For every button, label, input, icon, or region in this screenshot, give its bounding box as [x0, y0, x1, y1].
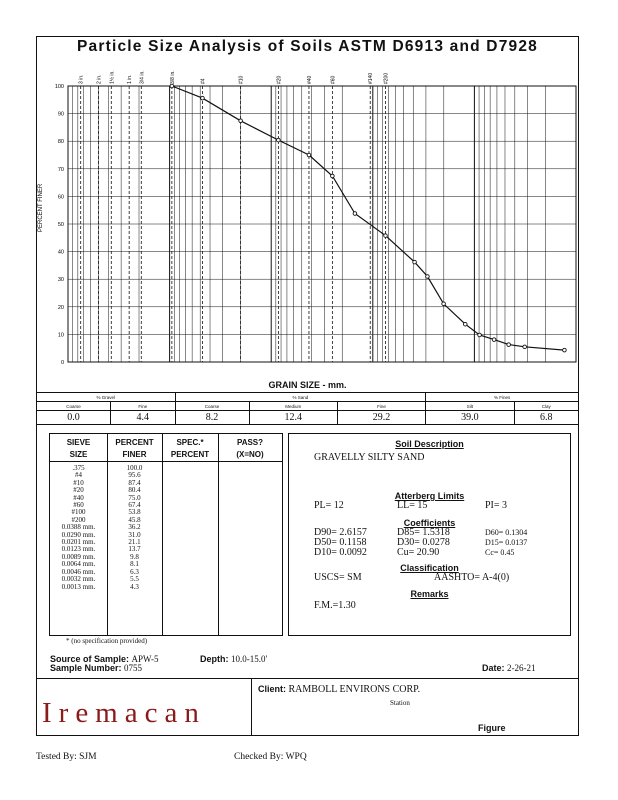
data-point [507, 343, 511, 347]
soil-description-title: Soil Description [395, 439, 464, 449]
sample-date: Date: 2-26-21 [482, 663, 536, 673]
sieve-size-cell: #100 [71, 508, 86, 517]
y-tick-label: 70 [57, 166, 64, 173]
sand-coarse-value: 8.2 [175, 411, 249, 425]
figure-label: Figure [478, 723, 506, 733]
percent-finer-cell: 100.0 [126, 464, 143, 472]
data-point [277, 138, 281, 142]
data-point [413, 260, 417, 264]
data-point [426, 275, 430, 279]
silt-value: 39.0 [426, 411, 514, 425]
sieve-label: #60 [330, 75, 337, 84]
percent-finer-cell: 80.4 [128, 486, 141, 495]
sieve-label: #40 [306, 75, 313, 84]
percent-finer-cell: 4.3 [130, 582, 139, 591]
gravel-coarse-header: Coarse [37, 402, 111, 411]
y-tick-label: 30 [57, 277, 64, 284]
y-tick-label: 0 [60, 360, 64, 366]
atterberg-title: Atterberg Limits [394, 491, 465, 501]
d85-value: D85= 1.5318 [397, 527, 450, 538]
data-point [492, 338, 496, 342]
sieve-size-cell: #200 [71, 515, 86, 524]
sand-header: % Sand [175, 393, 426, 402]
sieve-size-cell: 0.0064 mm. [61, 560, 96, 569]
percent-finer-cell: 8.1 [130, 560, 139, 569]
grain-size-chart [36, 62, 579, 374]
sieve-label: 1 in. [127, 74, 134, 84]
percent-finer-column [107, 465, 162, 591]
percent-finer-cell: 87.4 [128, 478, 141, 487]
remarks-title: Remarks [410, 589, 449, 599]
aashto-class: AASHTO= A-4(0) [434, 572, 510, 583]
cu-value: Cu= 20.90 [397, 547, 440, 558]
clay-value: 6.8 [514, 411, 579, 425]
soil-description-panel [288, 433, 571, 636]
y-tick-label: 60 [57, 194, 64, 201]
data-point [239, 119, 243, 123]
y-tick-label: 40 [57, 249, 64, 256]
d15-value: D15= 0.0137 [485, 538, 528, 547]
spec-footnote: * (no specification provided) [66, 637, 148, 645]
d90-value: D90= 2.6157 [314, 527, 367, 538]
silt-header: Silt [426, 402, 514, 411]
sieve-label: #140 [368, 72, 375, 84]
tested-by: Tested By: SJM [36, 752, 97, 762]
y-tick-label: 80 [57, 139, 64, 146]
sieve-label: 1½ in. [109, 70, 116, 84]
sieve-size-cell: 0.0388 mm. [61, 523, 96, 532]
percent-finer-cell: 95.6 [128, 471, 141, 480]
y-tick-label: 10 [57, 332, 64, 339]
sieve-label: 3 in. [78, 74, 85, 84]
gravel-coarse-value: 0.0 [37, 411, 111, 425]
sample-depth: Depth: 10.0-15.0' [200, 654, 268, 664]
data-point [563, 348, 567, 352]
sieve-label: 2 in. [96, 74, 103, 84]
data-point [331, 174, 335, 178]
sieve-size-cell: 0.0123 mm. [61, 545, 96, 554]
sieve-label: #200 [383, 72, 390, 84]
data-point [307, 153, 311, 157]
spec-percent-header: SPEC.* PERCENT [170, 438, 210, 459]
sieve-size-cell: 0.0089 mm. [61, 552, 96, 561]
gravel-header: % Gravel [37, 393, 176, 402]
sample-number: Sample Number: 0755 [50, 663, 143, 673]
sieve-size-cell: 0.0013 mm. [61, 582, 96, 591]
pass-header: PASS? (X=NO) [236, 438, 264, 459]
station-label: Station [390, 699, 410, 707]
coefficients-title: Coefficients [403, 518, 456, 528]
gravel-fine-header: Fine [111, 402, 175, 411]
percent-finer-cell: 13.7 [128, 545, 141, 554]
report-title: Particle Size Analysis of Soils ASTM D6913 and D7928 [77, 38, 538, 55]
sieve-size-header: SIEVE SIZE [66, 438, 91, 459]
company-logo: Iremacan [42, 697, 206, 729]
sieve-size-cell: #40 [73, 493, 84, 502]
soil-description-text: GRAVELLY SILTY SAND [314, 452, 425, 463]
percent-finer-cell: 6.3 [130, 567, 139, 576]
percent-finer-cell: 75.0 [128, 493, 141, 502]
data-point [442, 302, 446, 306]
plasticity-index: PI= 3 [485, 500, 508, 511]
data-point [463, 322, 467, 326]
data-point [478, 333, 482, 337]
y-tick-label: 100 [54, 84, 64, 90]
percent-finer-header: PERCENT FINER [115, 438, 154, 459]
sieve-label: #10 [238, 75, 245, 84]
percent-finer-cell: 36.2 [128, 523, 141, 532]
d30-value: D30= 0.0278 [397, 537, 450, 548]
sand-coarse-header: Coarse [175, 402, 249, 411]
percent-finer-cell: 9.8 [130, 552, 139, 561]
sieve-table [49, 433, 283, 636]
sieve-size-column [50, 465, 107, 591]
sieve-size-cell: #20 [73, 486, 84, 495]
classification-title: Classification [400, 563, 459, 573]
y-tick-label: 90 [57, 111, 64, 118]
sieve-size-cell: .375 [72, 464, 85, 472]
sand-medium-header: Medium [249, 402, 337, 411]
grain-size-axis-label: GRAIN SIZE - mm. [268, 380, 347, 390]
sieve-size-cell: #60 [73, 501, 84, 510]
data-point [201, 96, 205, 100]
sand-medium-value: 12.4 [249, 411, 337, 425]
plastic-limit: PL= 12 [314, 500, 344, 511]
d50-value: D50= 0.1158 [314, 537, 367, 548]
percent-finer-cell: 5.5 [130, 575, 139, 584]
sieve-size-cell: 0.0046 mm. [61, 567, 96, 576]
y-tick-label: 50 [57, 222, 64, 228]
sieve-label: 3/8 in. [169, 70, 176, 84]
sieve-label: #20 [276, 75, 283, 84]
clay-header: Clay [514, 402, 579, 411]
sieve-size-cell: #10 [73, 478, 84, 487]
client-name: Client: RAMBOLL ENVIRONS CORP. [258, 684, 421, 695]
sieve-size-cell: #4 [75, 471, 82, 480]
sieve-size-cell: 0.0032 mm. [61, 575, 96, 584]
checked-by: Checked By: WPQ [234, 752, 307, 762]
sieve-label: #4 [200, 78, 207, 84]
data-point [353, 212, 357, 216]
percent-finer-cell: 45.8 [128, 515, 141, 524]
uscs-class: USCS= SM [314, 572, 362, 583]
sand-fine-value: 29.2 [337, 411, 425, 425]
remarks-text: F.M.=1.30 [314, 600, 356, 611]
sand-fine-header: Fine [337, 402, 425, 411]
percent-finer-cell: 31.0 [128, 530, 141, 539]
gradation-summary-table [36, 392, 579, 425]
percent-finer-cell: 53.8 [128, 508, 141, 517]
sieve-label: 3/4 in. [139, 70, 146, 84]
y-tick-label: 20 [57, 304, 64, 311]
gravel-fine-value: 4.4 [111, 411, 175, 425]
data-point [523, 345, 527, 349]
sieve-size-cell: 0.0201 mm. [61, 538, 96, 547]
percent-finer-cell: 67.4 [128, 501, 141, 510]
cc-value: Cc= 0.45 [485, 548, 515, 557]
data-point [384, 234, 388, 238]
d10-value: D10= 0.0092 [314, 547, 367, 558]
percent-finer-cell: 21.1 [128, 538, 141, 547]
source-of-sample: Source of Sample: APW-5 [50, 654, 159, 664]
gradation-curve [172, 86, 565, 350]
d60-value: D60= 0.1304 [485, 528, 528, 537]
y-axis-label: PERCENT FINER [38, 183, 44, 232]
data-point [170, 84, 174, 88]
sieve-size-cell: 0.0290 mm. [61, 530, 96, 539]
liquid-limit: LL= 15 [397, 500, 428, 511]
fines-header: % Fines [426, 393, 579, 402]
